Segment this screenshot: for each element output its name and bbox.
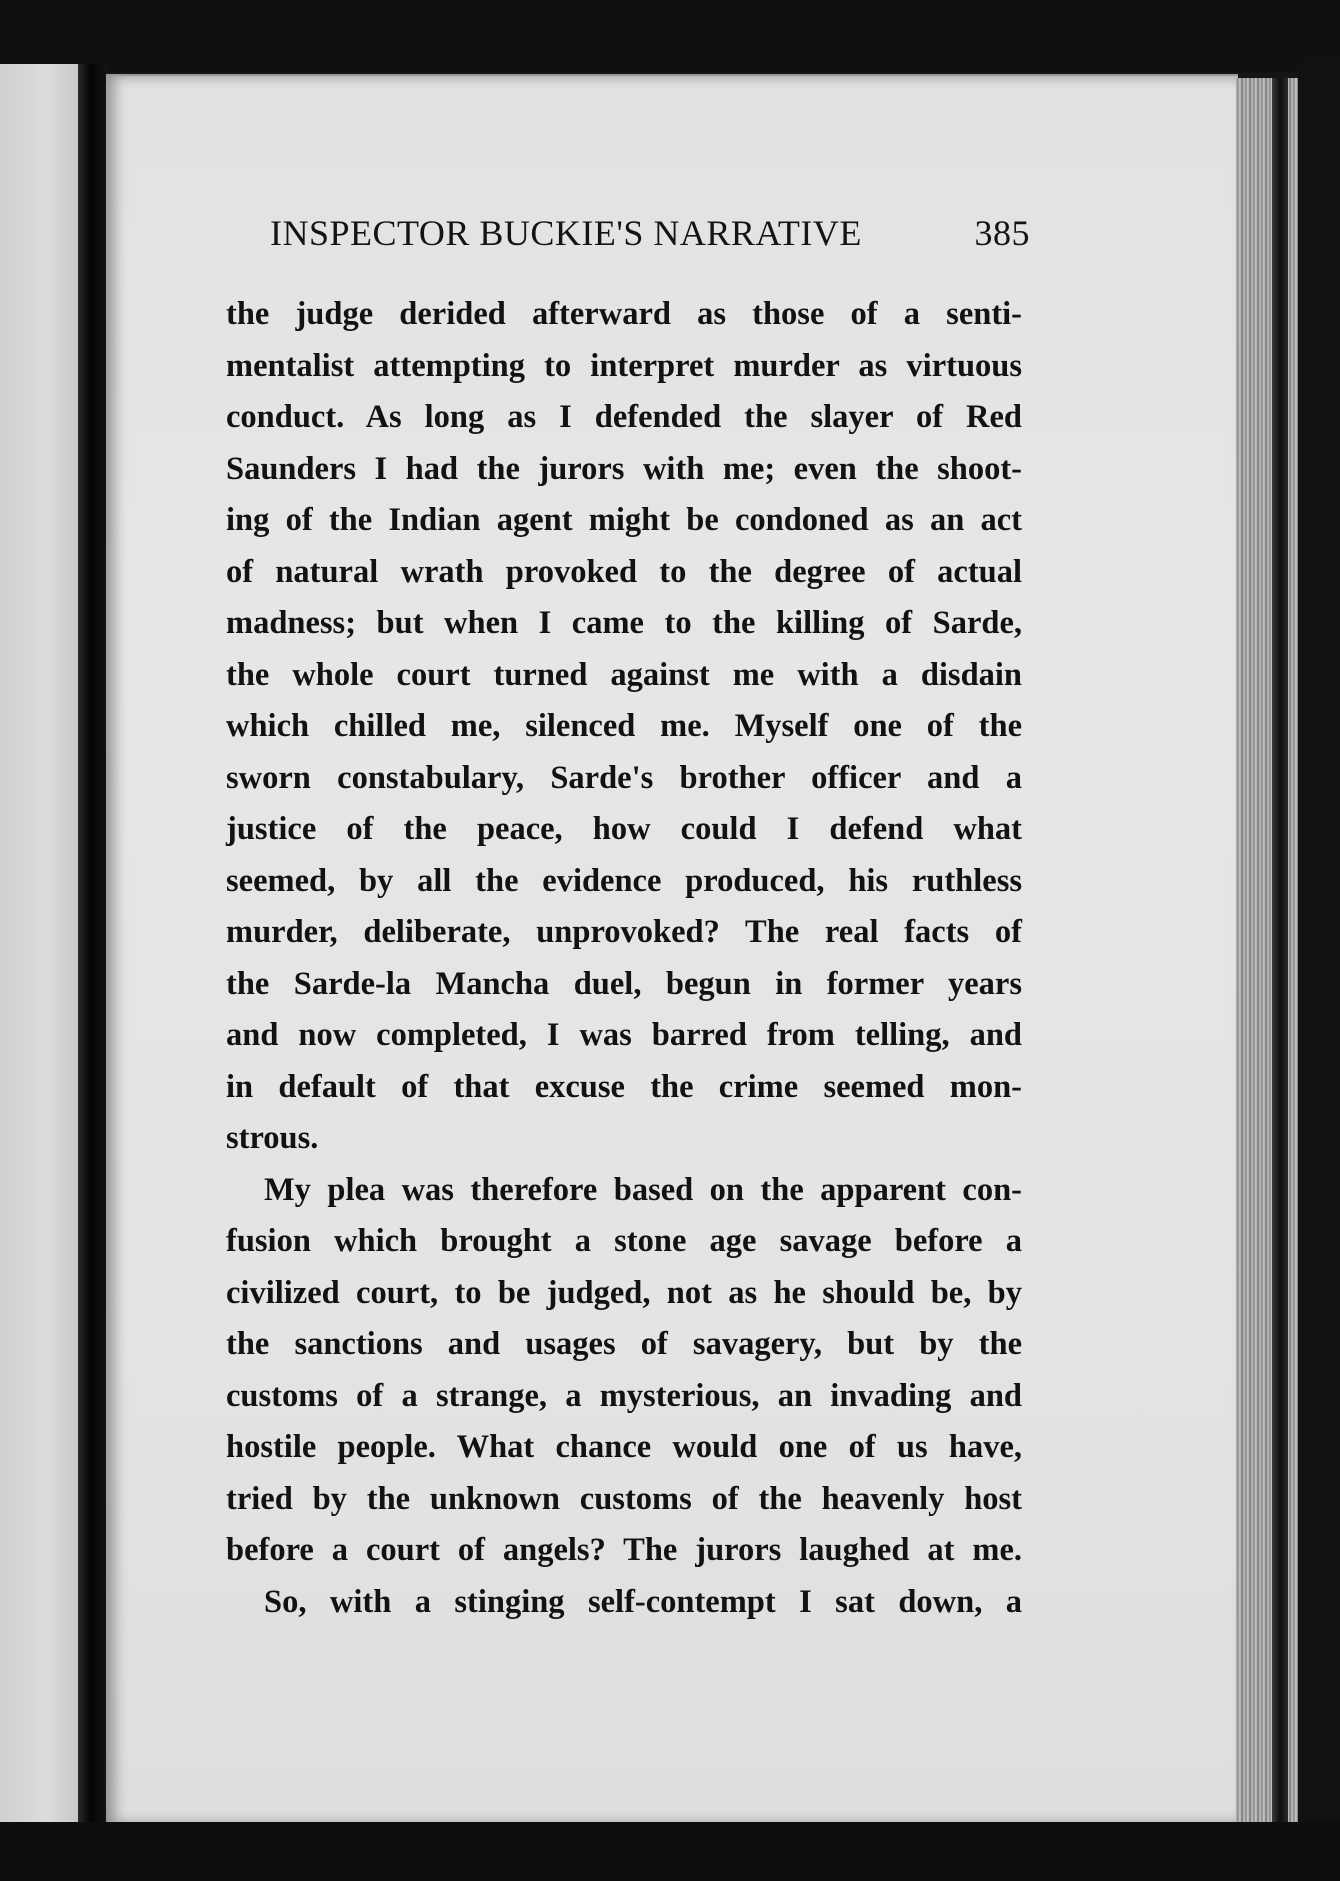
text-line: tried by the unknown customs of the heavenly host	[226, 1480, 1022, 1517]
scan-border-top	[0, 0, 1340, 72]
page-number: 385	[974, 213, 1030, 253]
text-line: justice of the peace, how could I defend what	[226, 811, 1022, 847]
text-line: mentalist attempting to interpret murder as virtuous	[226, 347, 1022, 384]
paragraph-3	[226, 1577, 1022, 1629]
running-header	[270, 212, 1030, 254]
facing-page-edge	[0, 64, 78, 1824]
text-line: the whole court turned against me with a disdain	[226, 656, 1022, 693]
text-line: conduct. As long as I defended the slayer of Red	[226, 399, 1022, 435]
page-edges-stack	[1236, 78, 1298, 1823]
text-line: Saunders I had the jurors with me; even the shoot-	[226, 450, 1022, 487]
text-line: seemed, by all the evidence produced, his ruthless	[226, 862, 1022, 899]
text-line: which chilled me, silenced me. Myself one of the	[226, 708, 1022, 744]
page-body	[226, 289, 1022, 1628]
text-line: murder, deliberate, unprovoked? The real facts of	[226, 914, 1022, 950]
text-line: in default of that excuse the crime seemed mon-	[226, 1068, 1022, 1105]
text-line: My plea was therefore based on the apparent con-	[264, 1171, 1022, 1208]
scan-border-right	[1298, 60, 1340, 1840]
page-edges-shadow	[1272, 78, 1288, 1823]
text-line: sworn constabulary, Sarde's brother officer and a	[226, 759, 1022, 796]
text-line: and now completed, I was barred from telling, and	[226, 1017, 1022, 1053]
text-line: before a court of angels? The jurors laughed at me.	[226, 1532, 1022, 1568]
text-line: madness; but when I came to the killing of Sarde,	[226, 605, 1022, 641]
text-line: fusion which brought a stone age savage before a	[226, 1223, 1022, 1259]
text-line: strous.	[226, 1120, 319, 1156]
text-line: ing of the Indian agent might be condoned as an act	[226, 502, 1022, 538]
book-spine-shadow	[78, 64, 108, 1824]
running-title: INSPECTOR BUCKIE'S NARRATIVE	[270, 213, 862, 253]
text-line: hostile people. What chance would one of us have,	[226, 1429, 1022, 1465]
text-line: So, with a stinging self-contempt I sat down, a	[264, 1583, 1022, 1620]
text-line: the Sarde-la Mancha duel, begun in former years	[226, 965, 1022, 1002]
text-line: customs of a strange, a mysterious, an invading and	[226, 1377, 1022, 1414]
text-line: of natural wrath provoked to the degree of actual	[226, 553, 1022, 590]
paragraph-1	[226, 289, 1022, 1165]
text-line: the sanctions and usages of savagery, but by the	[226, 1326, 1022, 1362]
scan-border-bottom	[0, 1822, 1340, 1881]
paragraph-2	[226, 1165, 1022, 1577]
text-line: the judge derided afterward as those of a senti-	[226, 296, 1022, 332]
text-line: civilized court, to be judged, not as he should be, by	[226, 1274, 1022, 1311]
